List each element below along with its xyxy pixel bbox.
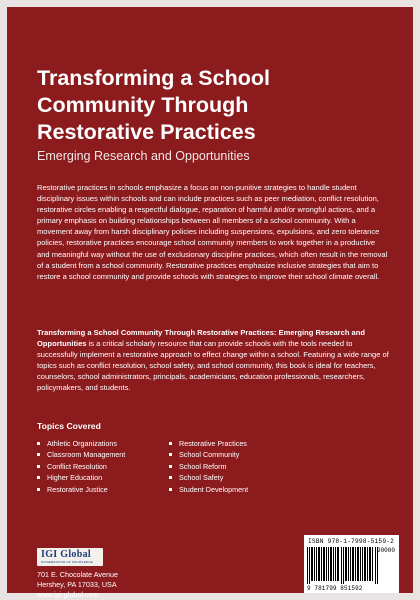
topics-list-right <box>169 438 309 495</box>
logo-wordmark: IGI Global <box>41 549 91 560</box>
topic-item <box>37 449 177 460</box>
topic-item <box>169 438 309 449</box>
address-city: Hershey, PA 17033, USA <box>37 580 117 589</box>
title-line-3: Restorative Practices <box>37 120 256 144</box>
title-line-1: Transforming a School <box>37 66 270 90</box>
description-paragraph: Restorative practices in schools emphasize a focus on non-punitive strategies to handle student disciplinary issues within schools and can include practices such as peer mediation, conflict resolution, restorative circles enabling a respectful dialogue, reparation of harmful and/or wrongful actions, and a primary emphasis on building relationships between all members of a school community. With a movement away from harsh disciplinary policies including suspensions, expulsions, and zero tolerance policies, restorative practices encourage school community members to work together in a productive and meaningful way without the use of exclusionary discipline practices, which often result in the removal of a student from a school community. Restorative practices emphasize inclusive strategies that aim to restore a school community and provide schools with strategies to improve their school climate overall. <box>37 183 388 281</box>
barcode-icon <box>307 547 379 584</box>
topic-item <box>169 449 309 460</box>
barcode-number: 9 781799 851592 <box>307 585 363 592</box>
topic-label: Classroom Management <box>47 450 126 460</box>
price-code: 90000 <box>376 547 395 554</box>
back-cover <box>7 7 413 599</box>
topic-label: School Community <box>179 450 240 460</box>
bullet-icon <box>37 476 40 479</box>
topics-list-left <box>37 438 177 495</box>
topic-label: School Safety <box>179 473 224 483</box>
topic-label: Athletic Organizations <box>47 439 117 448</box>
summary-bold-title: Transforming a School Community Through Restorative Practices: Emerging Research and Opportunities <box>37 328 365 349</box>
topic-item <box>37 484 177 495</box>
topic-label: Student Development <box>179 484 249 494</box>
isbn-text: ISBN 978-1-7998-5159-2 <box>308 538 395 545</box>
bullet-icon <box>37 488 40 491</box>
topic-label: Restorative Practices <box>179 439 247 448</box>
summary-paragraph <box>37 327 389 394</box>
bullet-icon <box>37 465 40 468</box>
barcode-panel <box>304 535 399 593</box>
topic-label: Restorative Justice <box>47 484 108 494</box>
topics-heading: Topics Covered <box>37 421 101 431</box>
publisher-address <box>37 570 197 600</box>
topic-item <box>37 461 177 472</box>
bullet-icon <box>169 465 172 468</box>
topic-label: School Reform <box>179 461 227 471</box>
topic-item <box>169 472 309 483</box>
topic-item <box>37 438 177 449</box>
topic-item <box>169 484 309 495</box>
bullet-icon <box>37 453 40 456</box>
address-street: 701 E. Chocolate Avenue <box>37 570 118 579</box>
bullet-icon <box>37 442 40 445</box>
bullet-icon <box>169 453 172 456</box>
bullet-icon <box>169 442 172 445</box>
publisher-logo <box>37 548 103 566</box>
summary-text: is a critical scholarly resource that can provide schools with the tools needed to successfully implement a restorative approach to effect change within a school. Featuring a wide range of topics such as conflict resolution, school safety, and school community, this book is ideal for teachers, counselors, school administrators, principals, academicians, education professionals, researchers, policymakers, and students. <box>37 339 389 393</box>
bullet-icon <box>169 476 172 479</box>
title-line-2: Community Through <box>37 93 249 117</box>
topic-item <box>169 461 309 472</box>
topic-label: Conflict Resolution <box>47 461 107 471</box>
book-subtitle: Emerging Research and Opportunities <box>37 149 250 163</box>
logo-tagline: DISSEMINATOR OF KNOWLEDGE <box>41 560 93 564</box>
publisher-website: www.igi-global.com <box>37 590 99 599</box>
bullet-icon <box>169 488 172 491</box>
book-title <box>37 65 397 146</box>
topic-label: Higher Education <box>47 473 103 483</box>
topic-item <box>37 472 177 483</box>
